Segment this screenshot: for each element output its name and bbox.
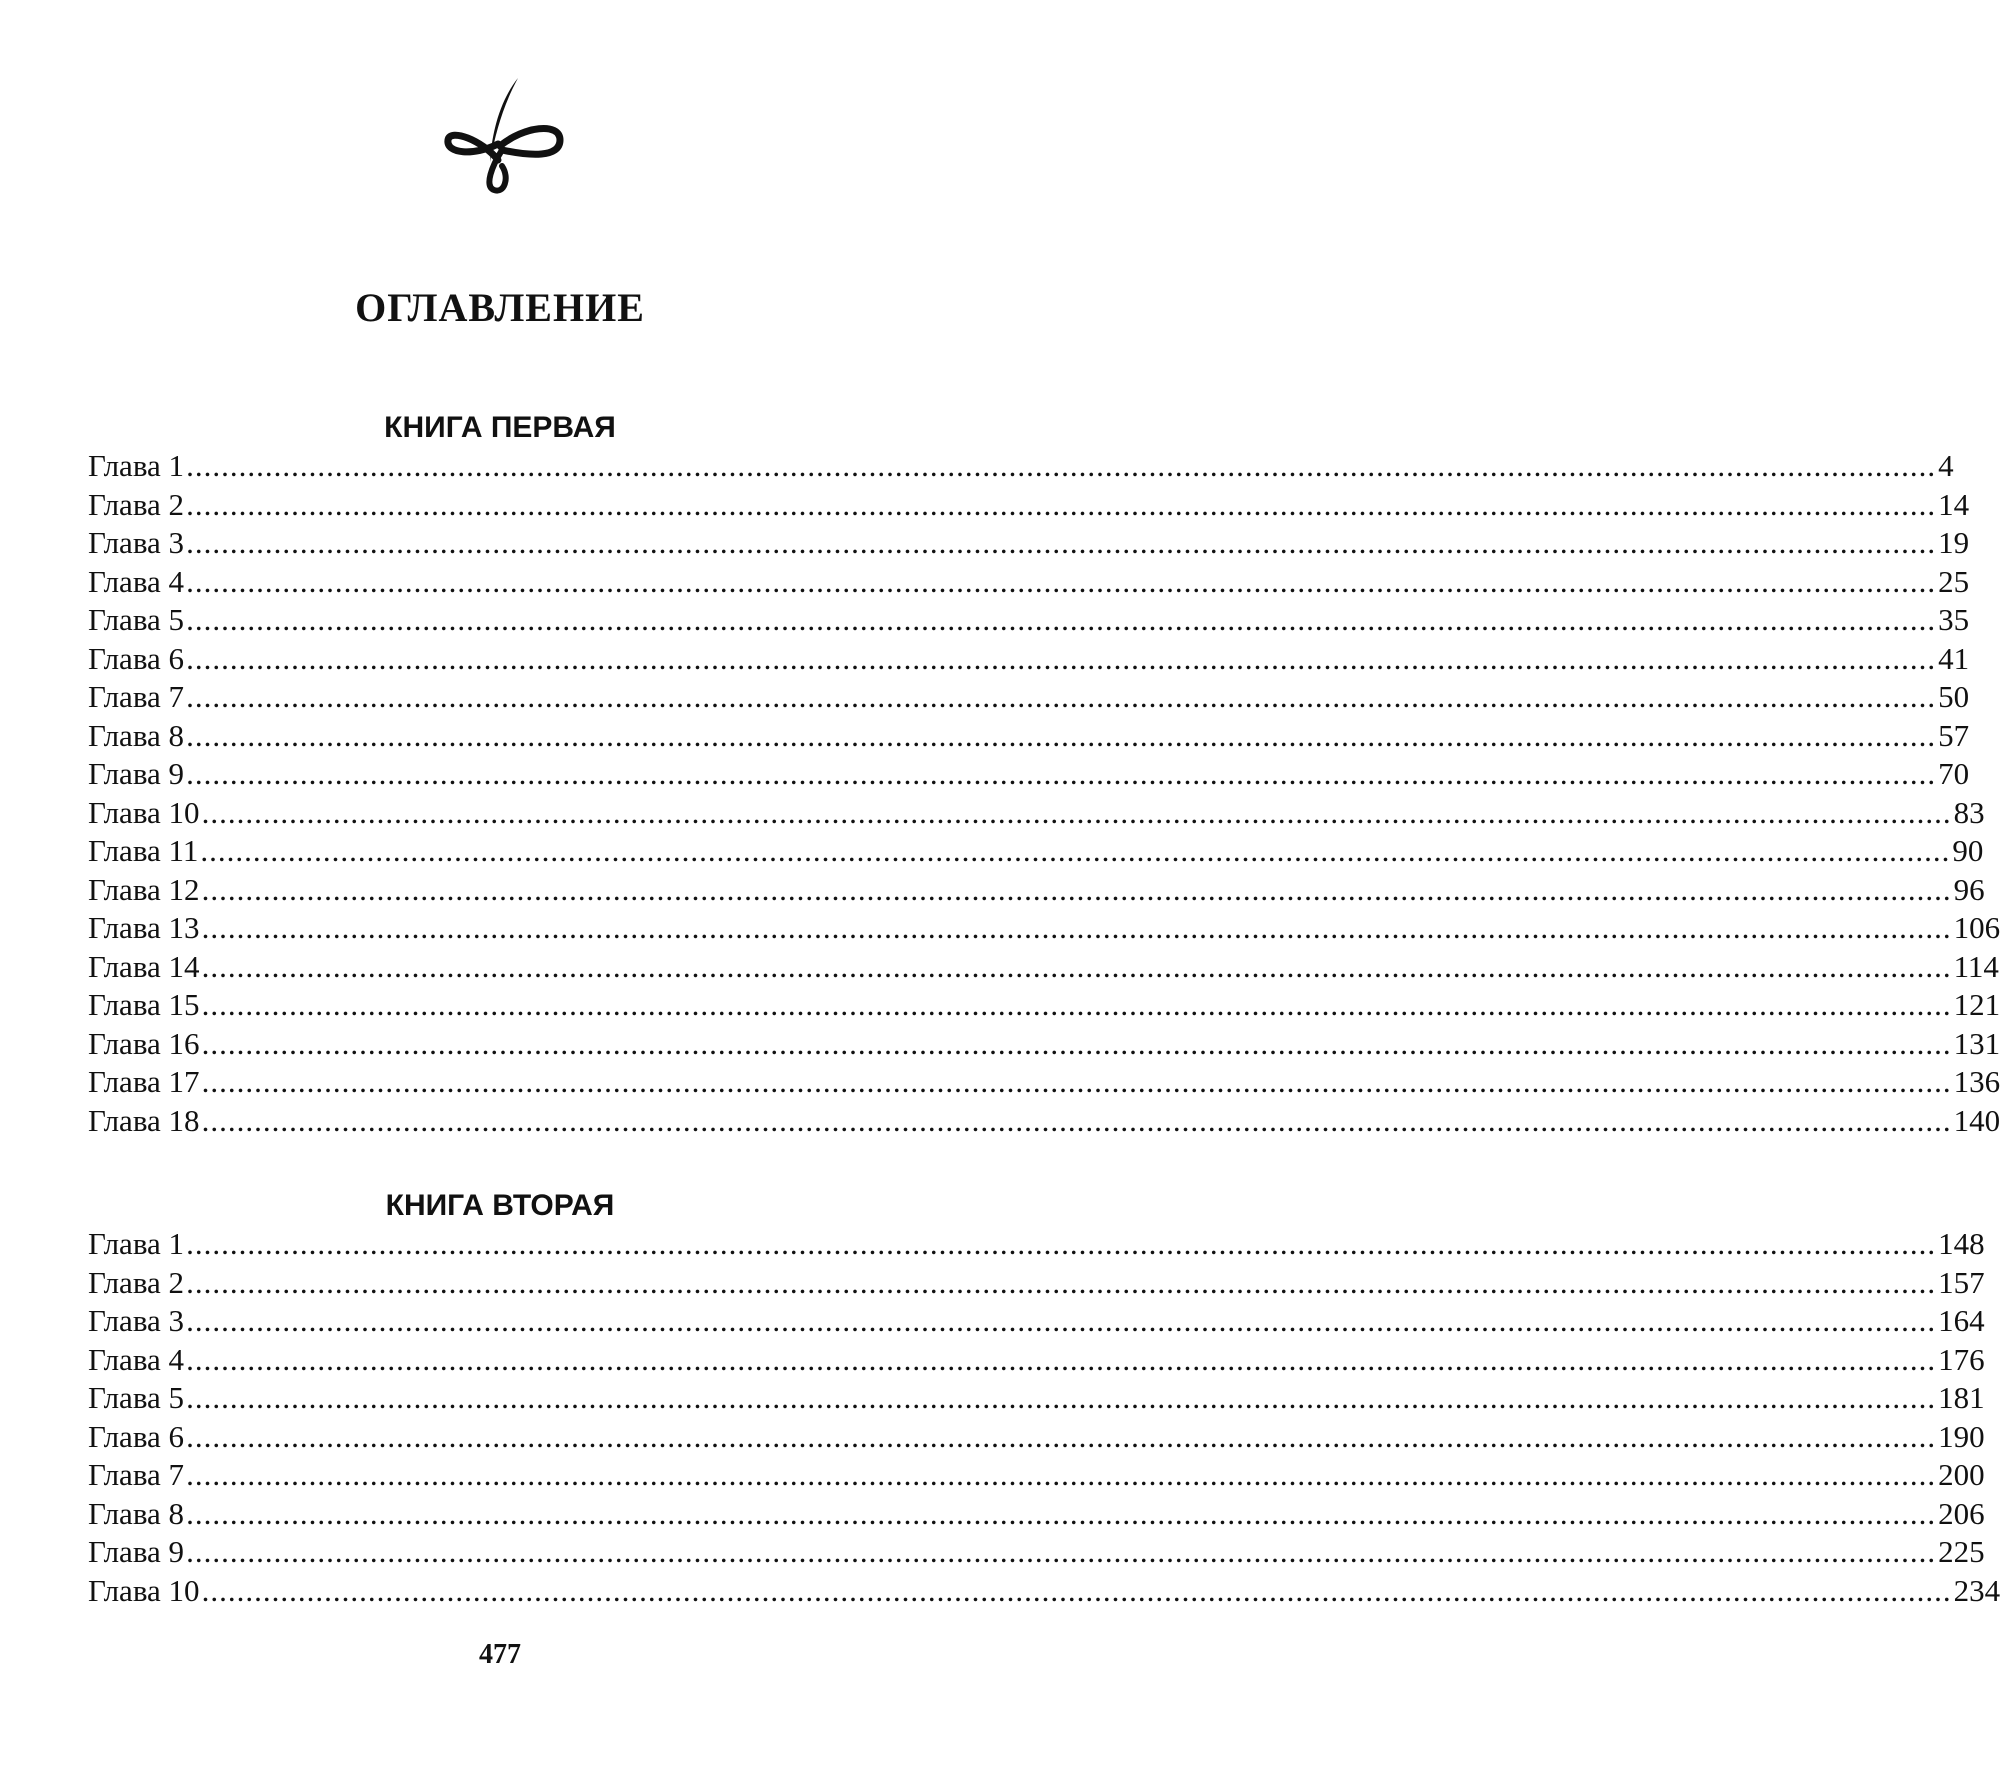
chapter-label: Глава 16 bbox=[88, 1025, 200, 1061]
chapter-label: Глава 13 bbox=[88, 910, 200, 945]
toc-entry bbox=[88, 1572, 2000, 1611]
chapter-page-number: 4 bbox=[1938, 448, 1954, 483]
dot-leader: ........................................................................................................................................................................................................ bbox=[186, 1534, 1937, 1569]
toc-entry bbox=[88, 1302, 1985, 1341]
chapter-page-number: 164 bbox=[1938, 1303, 1985, 1338]
chapter-page-number: 114 bbox=[1953, 948, 1999, 984]
dot-leader: ........................................................................................................................................................................................................ bbox=[186, 1380, 1937, 1415]
chapter-label: Глава 12 bbox=[88, 871, 200, 907]
chapter-label: Глава 6 bbox=[88, 640, 185, 676]
chapter-page-number: 181 bbox=[1938, 1380, 1985, 1415]
chapter-label: Глава 7 bbox=[88, 679, 185, 714]
toc-entry bbox=[88, 1025, 2000, 1064]
toc-entry bbox=[88, 794, 1985, 833]
chapter-label: Глава 14 bbox=[88, 948, 200, 984]
toc-entry bbox=[88, 1102, 2000, 1141]
chapter-page-number: 136 bbox=[1953, 1064, 2000, 1099]
chapter-label: Глава 10 bbox=[88, 1572, 200, 1608]
chapter-label: Глава 6 bbox=[88, 1418, 185, 1454]
toc-entry bbox=[88, 640, 1970, 679]
toc-entry bbox=[88, 1533, 1985, 1572]
toc-entry bbox=[88, 601, 1970, 640]
dot-leader: ........................................................................................................................................................................................................ bbox=[186, 602, 1937, 637]
dot-leader: ........................................................................................................................................................................................................ bbox=[201, 871, 1952, 907]
chapter-page-number: 200 bbox=[1938, 1457, 1985, 1492]
dot-leader: ........................................................................................................................................................................................................ bbox=[186, 679, 1937, 714]
chapter-page-number: 106 bbox=[1953, 910, 2000, 945]
chapter-page-number: 41 bbox=[1938, 640, 1970, 676]
dot-leader: ........................................................................................................................................................................................................ bbox=[201, 910, 1952, 945]
toc-entry bbox=[88, 717, 1970, 756]
chapter-label: Глава 7 bbox=[88, 1457, 185, 1492]
chapter-label: Глава 4 bbox=[88, 1341, 185, 1377]
toc-entry bbox=[88, 524, 1970, 563]
dot-leader: ........................................................................................................................................................................................................ bbox=[186, 1341, 1937, 1377]
dot-leader: ........................................................................................................................................................................................................ bbox=[186, 1264, 1937, 1300]
toc-entry bbox=[88, 563, 1970, 602]
chapter-page-number: 206 bbox=[1938, 1495, 1985, 1531]
book-1-heading: КНИГА ПЕРВАЯ bbox=[384, 411, 616, 444]
chapter-page-number: 90 bbox=[1952, 833, 1984, 868]
chapter-page-number: 157 bbox=[1938, 1264, 1985, 1300]
chapter-label: Глава 9 bbox=[88, 1534, 185, 1569]
chapter-label: Глава 1 bbox=[88, 1226, 185, 1261]
toc-entry bbox=[88, 832, 1984, 871]
toc-entry bbox=[88, 1456, 1985, 1495]
dot-leader: ........................................................................................................................................................................................................ bbox=[201, 987, 1952, 1022]
dot-leader: ........................................................................................................................................................................................................ bbox=[186, 525, 1937, 560]
book-2-heading: КНИГА ВТОРАЯ bbox=[385, 1189, 615, 1222]
calligraphic-flourish-icon bbox=[440, 70, 570, 200]
chapter-label: Глава 5 bbox=[88, 1380, 185, 1415]
dot-leader: ........................................................................................................................................................................................................ bbox=[186, 486, 1937, 522]
chapter-label: Глава 2 bbox=[88, 486, 185, 522]
chapter-page-number: 140 bbox=[1953, 1102, 2000, 1138]
chapter-label: Глава 8 bbox=[88, 717, 185, 753]
chapter-label: Глава 8 bbox=[88, 1495, 185, 1531]
dot-leader: ........................................................................................................................................................................................................ bbox=[186, 717, 1937, 753]
dot-leader: ........................................................................................................................................................................................................ bbox=[201, 948, 1952, 984]
chapter-label: Глава 10 bbox=[88, 794, 200, 830]
toc-entry bbox=[88, 1418, 1985, 1457]
chapter-label: Глава 17 bbox=[88, 1064, 200, 1099]
chapter-page-number: 148 bbox=[1938, 1226, 1985, 1261]
chapter-page-number: 225 bbox=[1938, 1534, 1985, 1569]
chapter-label: Глава 3 bbox=[88, 525, 185, 560]
chapter-label: Глава 11 bbox=[88, 833, 199, 868]
chapter-page-number: 234 bbox=[1953, 1572, 2000, 1608]
chapter-page-number: 70 bbox=[1938, 756, 1970, 791]
dot-leader: ........................................................................................................................................................................................................ bbox=[186, 756, 1937, 791]
toc-entry bbox=[88, 1495, 1985, 1534]
chapter-page-number: 121 bbox=[1953, 987, 2000, 1022]
dot-leader: ........................................................................................................................................................................................................ bbox=[201, 1064, 1952, 1099]
chapter-label: Глава 2 bbox=[88, 1264, 185, 1300]
toc-entry bbox=[88, 1225, 1985, 1264]
toc-entry bbox=[88, 447, 1954, 486]
dot-leader: ........................................................................................................................................................................................................ bbox=[186, 640, 1937, 676]
toc-entry bbox=[88, 1264, 1985, 1303]
chapter-page-number: 50 bbox=[1938, 679, 1970, 714]
dot-leader: ........................................................................................................................................................................................................ bbox=[201, 794, 1952, 830]
chapter-label: Глава 1 bbox=[88, 448, 185, 483]
chapter-label: Глава 5 bbox=[88, 602, 185, 637]
toc-entry bbox=[88, 948, 1999, 987]
toc-entry bbox=[88, 1341, 1985, 1380]
chapter-label: Глава 4 bbox=[88, 563, 185, 599]
dot-leader: ........................................................................................................................................................................................................ bbox=[200, 833, 1951, 868]
toc-entry bbox=[88, 909, 2000, 948]
book-2-toc-list bbox=[88, 1225, 2000, 1610]
dot-leader: ........................................................................................................................................................................................................ bbox=[186, 1303, 1937, 1338]
toc-entry bbox=[88, 1379, 1985, 1418]
dot-leader: ........................................................................................................................................................................................................ bbox=[201, 1102, 1952, 1138]
dot-leader: ........................................................................................................................................................................................................ bbox=[186, 563, 1937, 599]
dot-leader: ........................................................................................................................................................................................................ bbox=[186, 448, 1937, 483]
chapter-page-number: 14 bbox=[1938, 486, 1970, 522]
book-1-toc-list bbox=[88, 447, 2000, 1140]
chapter-label: Глава 3 bbox=[88, 1303, 185, 1338]
toc-entry bbox=[88, 678, 1970, 717]
chapter-label: Глава 15 bbox=[88, 987, 200, 1022]
chapter-page-number: 96 bbox=[1953, 871, 1985, 907]
chapter-page-number: 190 bbox=[1938, 1418, 1985, 1454]
dot-leader: ........................................................................................................................................................................................................ bbox=[186, 1457, 1937, 1492]
toc-entry bbox=[88, 1063, 2000, 1102]
dot-leader: ........................................................................................................................................................................................................ bbox=[186, 1226, 1937, 1261]
chapter-label: Глава 18 bbox=[88, 1102, 200, 1138]
chapter-page-number: 35 bbox=[1938, 602, 1970, 637]
chapter-page-number: 131 bbox=[1953, 1025, 2000, 1061]
toc-entry bbox=[88, 755, 1970, 794]
page-number: 477 bbox=[479, 1639, 521, 1670]
chapter-page-number: 57 bbox=[1938, 717, 1970, 753]
dot-leader: ........................................................................................................................................................................................................ bbox=[201, 1572, 1952, 1608]
chapter-page-number: 83 bbox=[1953, 794, 1985, 830]
chapter-label: Глава 9 bbox=[88, 756, 185, 791]
chapter-page-number: 176 bbox=[1938, 1341, 1985, 1377]
chapter-page-number: 25 bbox=[1938, 563, 1970, 599]
toc-entry bbox=[88, 986, 2000, 1025]
dot-leader: ........................................................................................................................................................................................................ bbox=[186, 1418, 1937, 1454]
page-title: ОГЛАВЛЕНИЕ bbox=[355, 285, 645, 330]
chapter-page-number: 19 bbox=[1938, 525, 1970, 560]
toc-entry bbox=[88, 871, 1985, 910]
dot-leader: ........................................................................................................................................................................................................ bbox=[186, 1495, 1937, 1531]
dot-leader: ........................................................................................................................................................................................................ bbox=[201, 1025, 1952, 1061]
toc-entry bbox=[88, 486, 1970, 525]
